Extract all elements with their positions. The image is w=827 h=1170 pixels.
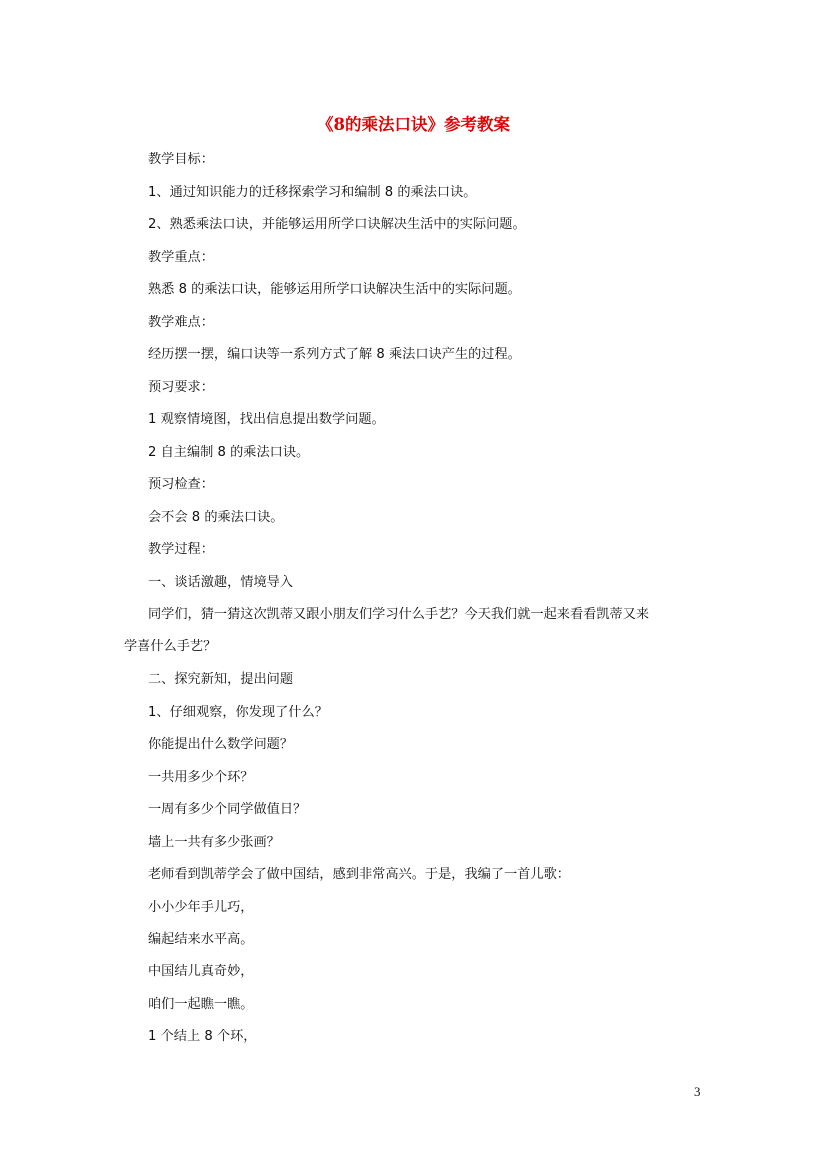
text-line: 老师看到凯蒂学会了做中国结，感到非常高兴。于是，我编了一首儿歌： [148,867,570,882]
text-line: 教学目标： [148,152,214,167]
text-line: 预习检查： [148,477,214,492]
text-line: 中国结儿真奇妙， [148,964,254,979]
text-line: 经历摆一摆，编口诀等一系列方式了解 8 乘法口诀产生的过程。 [148,347,521,362]
text-line: 一共用多少个环？ [148,770,254,785]
text-line: 一周有多少个同学做值日？ [148,802,307,817]
text-line: 你能提出什么数学问题？ [148,737,294,752]
text-line: 熟悉 8 的乘法口诀，能够运用所学口诀解决生活中的实际问题。 [148,282,521,297]
text-line: 会不会 8 的乘法口诀。 [148,510,284,525]
text-line: 2、熟悉乘法口诀，并能够运用所学口诀解决生活中的实际问题。 [148,217,526,232]
page-number: 3 [694,1084,701,1099]
text-line: 教学重点： [148,250,214,265]
text-line: 预习要求： [148,380,214,395]
text-line: 编起结来水平高。 [148,932,254,947]
text-line: 学喜什么手艺？ [124,639,217,654]
text-line: 教学难点： [148,315,214,330]
text-line: 1 个结上 8 个环， [148,1029,257,1044]
text-line: 同学们，猜一猜这次凯蒂又跟小朋友们学习什么手艺？今天我们就一起来看看凯蒂又来 [148,607,650,622]
text-line: 教学过程： [148,542,214,557]
text-line: 咱们一起瞧一瞧。 [148,997,254,1012]
text-line: 1 观察情境图，找出信息提出数学问题。 [148,412,385,427]
text-line: 墙上一共有多少张画？ [148,835,280,850]
text-line: 1、通过知识能力的迁移探索学习和编制 8 的乘法口诀。 [148,185,477,200]
text-line: 小小少年手儿巧， [148,900,254,915]
text-line: 1、仔细观察，你发现了什么？ [148,705,328,720]
text-line: 2 自主编制 8 的乘法口诀。 [148,445,310,460]
document-title: 《8的乘法口诀》参考教案 [317,115,510,134]
text-line: 二、探究新知，提出问题 [148,672,294,687]
text-line: 一、谈话激趣，情境导入 [148,575,294,590]
